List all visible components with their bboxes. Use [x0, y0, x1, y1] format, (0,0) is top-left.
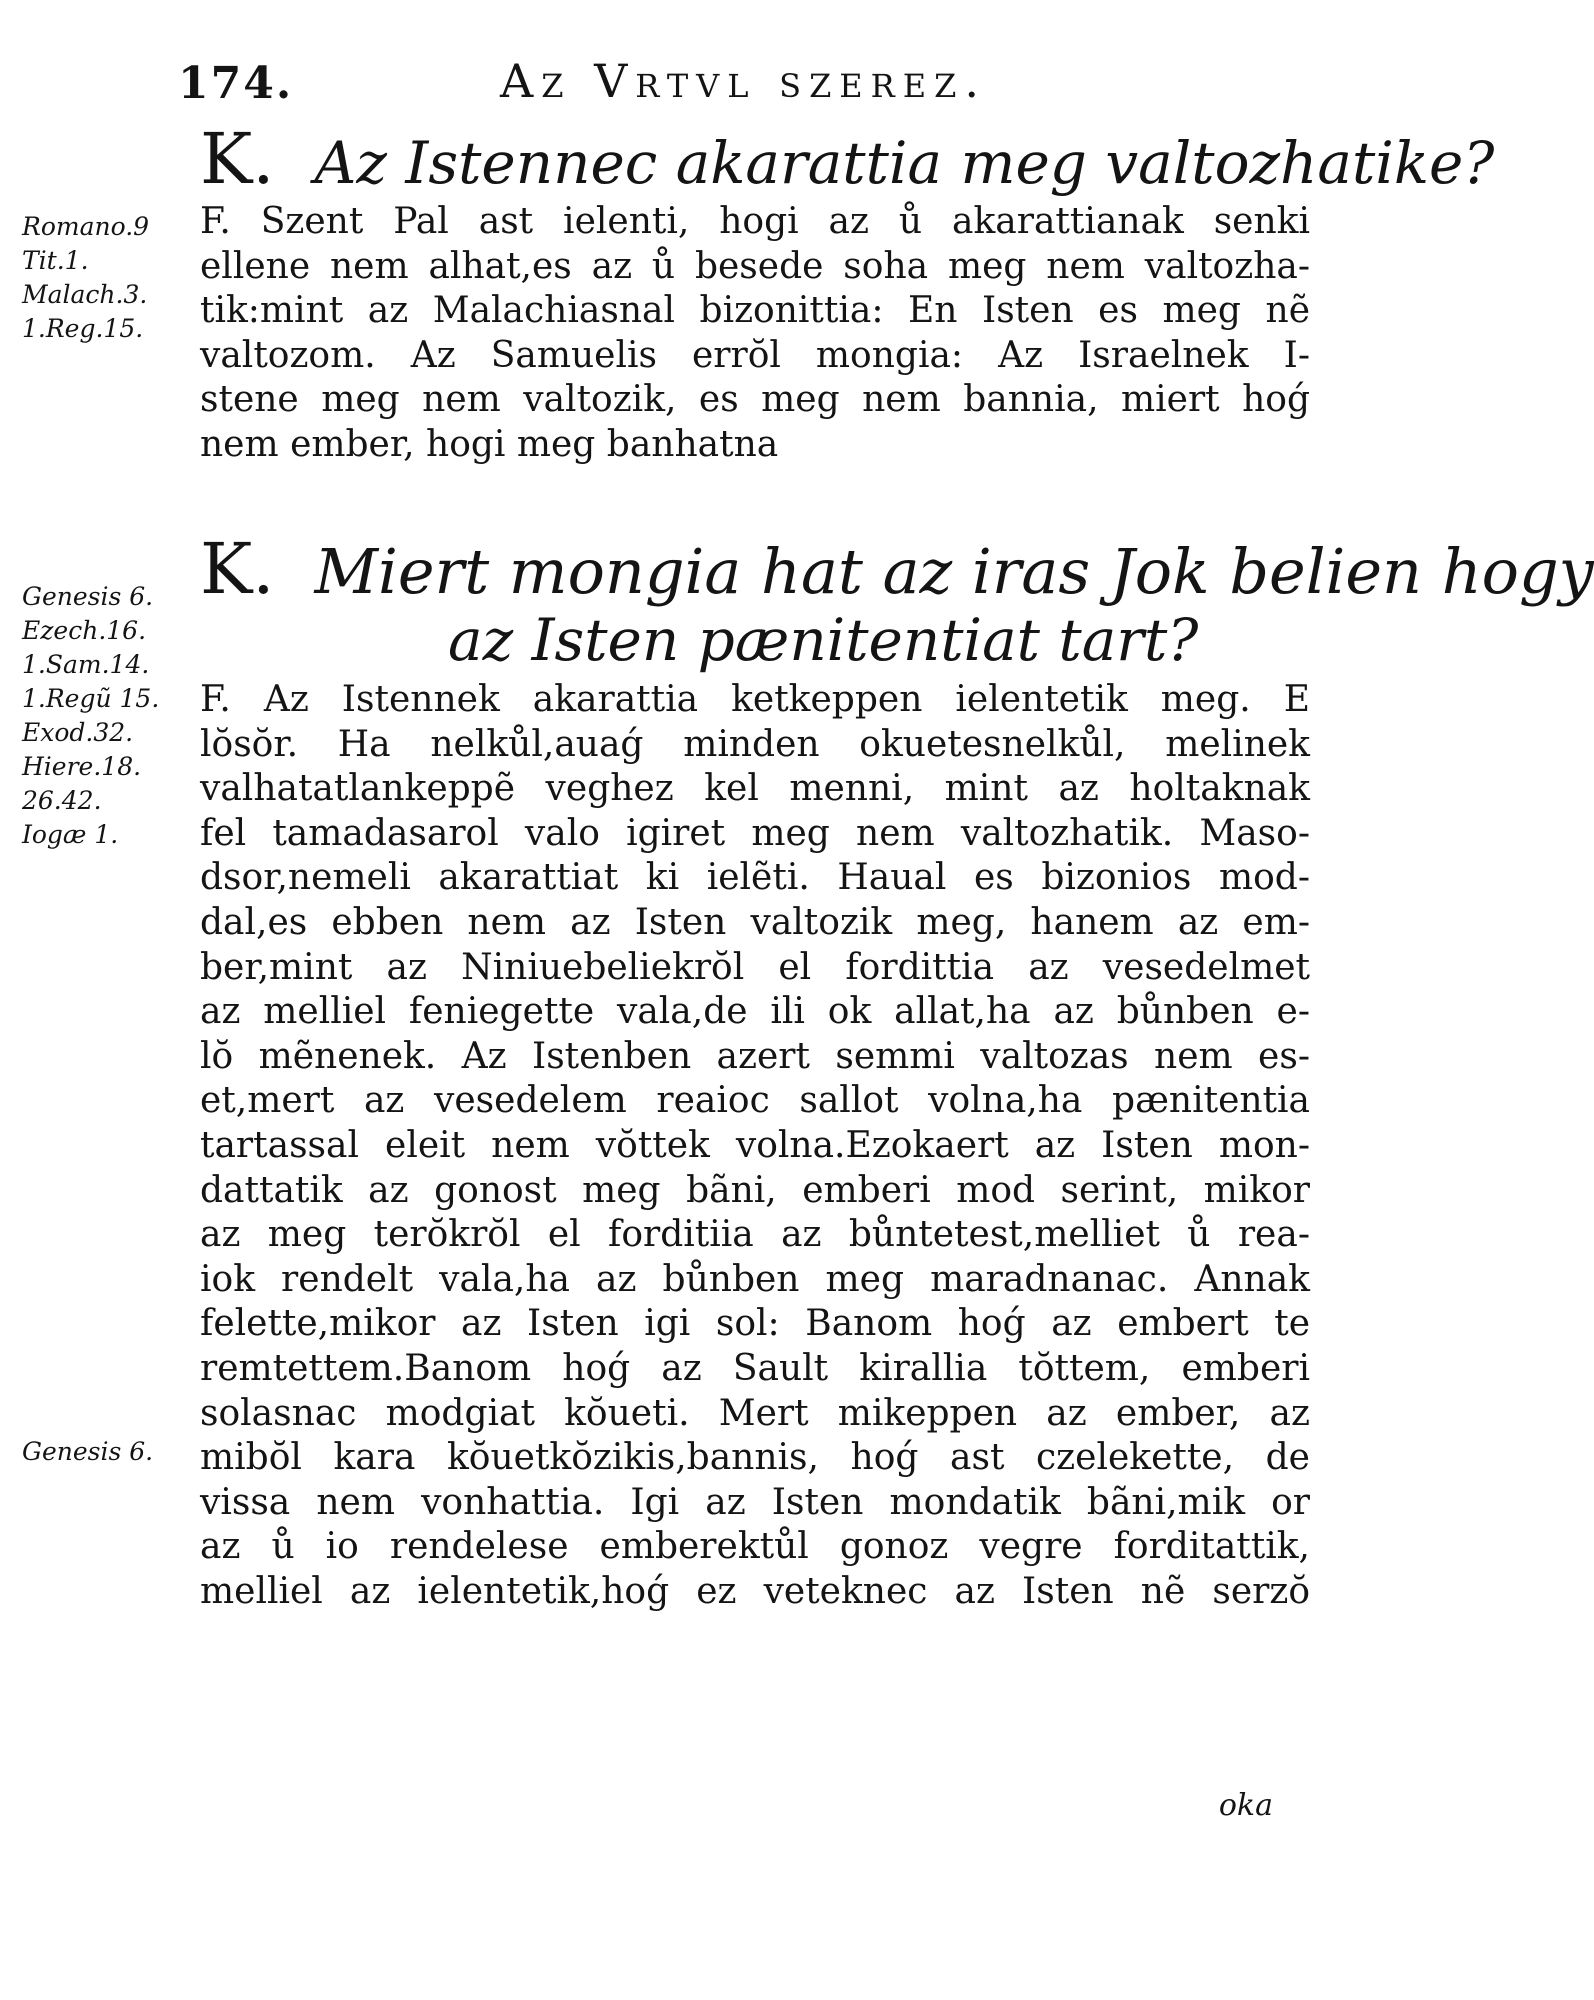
margin-note: Tit.1.: [22, 246, 89, 275]
text-line: nem ember, hogi meg banhatna: [200, 423, 779, 465]
question-heading-1: [200, 118, 1494, 200]
text-line: lŏsŏr. Ha nelkůl,auaǵ minden okuetesnelkůl, melinek: [200, 723, 1310, 765]
margin-note: Malach.3.: [22, 280, 148, 309]
margin-note: Iogæ 1.: [22, 820, 119, 849]
text-line: F. Szent Pal ast ielenti, hogi az ů akarattianak senki: [200, 201, 1310, 242]
text-line: lŏ mẽnenek. Az Istenben azert semmi valtozas nem es-: [200, 1035, 1310, 1077]
text-line: melliel az ielentetik,hoǵ ez veteknec az Isten nẽ serzŏ: [200, 1570, 1310, 1612]
text-line: et,mert az vesedelem reaioc sallot volna,ha pænitentia: [200, 1080, 1310, 1122]
text-line: dattatik az gonost meg bãni, emberi mod serint, mikor: [200, 1169, 1310, 1211]
text-line: mibŏl kara kŏuetkŏzikis,bannis, hoǵ ast czelekette, de: [200, 1437, 1310, 1479]
text-line: stene meg nem valtozik, es meg nem bannia, miert hoǵ: [200, 379, 1310, 421]
catchword: oka: [1218, 1788, 1273, 1823]
text-line: ellene nem alhat,es az ů besede soha meg nem valtozha-: [200, 245, 1310, 287]
question-heading-2: [200, 528, 1594, 610]
text-line: fel tamadasarol valo igiret meg nem valtozhatik. Maso-: [200, 812, 1310, 854]
text-line: solasnac modgiat kŏueti. Mert mikeppen az ember, az: [200, 1392, 1310, 1434]
margin-note: 1.Sam.14.: [22, 650, 150, 679]
text-line: felette,mikor az Isten igi sol: Banom hoǵ az embert te: [200, 1303, 1310, 1345]
margin-note: Ezech.16.: [22, 616, 147, 645]
margin-notes-2: [22, 580, 192, 852]
answer-paragraph-2: [200, 678, 1310, 1614]
page-number: 174.: [178, 58, 294, 109]
text-line: az melliel feniegette vala,de ili ok allat,ha az bůnben e-: [200, 991, 1310, 1033]
text-line: ber,mint az Niniuebeliekrŏl el fordittia az vesedelmet: [200, 946, 1310, 988]
question-letter: K.: [200, 118, 275, 200]
margin-note: 1.Reg.15.: [22, 314, 144, 343]
margin-note: Exod.32.: [22, 718, 134, 747]
question-text: Az Istennec akarattia meg valtozhatike?: [314, 129, 1495, 197]
margin-note: Hiere.18.: [22, 752, 142, 781]
text-line: iok rendelt vala,ha az bůnben meg maradnanac. Annak: [200, 1258, 1310, 1300]
margin-note: 1.Regũ 15.: [22, 684, 160, 713]
text-line: tik:mint az Malachiasnal bizonittia: En Isten es meg nẽ: [200, 290, 1310, 332]
answer-paragraph-1: [200, 200, 1310, 468]
running-head: Az Vrtvl szerez.: [500, 54, 987, 108]
question-text-line1: Miert mongia hat az iras Jok belien hogy: [314, 535, 1594, 608]
margin-notes-3: [22, 1435, 192, 1469]
text-line: dal,es ebben nem az Isten valtozik meg, hanem az em-: [200, 901, 1310, 943]
text-line: tartassal eleit nem vŏttek volna.Ezokaert az Isten mon-: [200, 1124, 1310, 1166]
text-line: az ů io rendelese emberektůl gonoz vegre forditattik,: [200, 1526, 1310, 1568]
question-text-line2: az Isten pænitentiat tart?: [448, 606, 1199, 674]
text-line: valtozom. Az Samuelis errŏl mongia: Az Israelnek I-: [200, 334, 1310, 376]
text-line: vissa nem vonhattia. Igi az Isten mondatik bãni,mik or: [200, 1481, 1310, 1523]
text-line: az meg terŏkrŏl el forditiia az bůntetest,melliet ů rea-: [200, 1214, 1310, 1256]
text-line: dsor,nemeli akarattiat ki ielẽti. Haual es bizonios mod-: [200, 857, 1310, 899]
margin-note: Genesis 6.: [22, 1437, 154, 1466]
margin-note: Romano.9: [22, 212, 150, 241]
text-line: remtettem.Banom hoǵ az Sault kirallia tŏttem, emberi: [200, 1347, 1310, 1389]
text-line: valhatatlankeppẽ veghez kel menni, mint az holtaknak: [200, 768, 1310, 810]
question-heading-2-continued: [448, 606, 1198, 674]
margin-note: 26.42.: [22, 786, 102, 815]
text-line: F. Az Istennek akarattia ketkeppen ielentetik meg. E: [200, 679, 1310, 720]
margin-notes-1: [22, 210, 192, 346]
margin-note: Genesis 6.: [22, 582, 154, 611]
question-letter: K.: [200, 528, 275, 610]
